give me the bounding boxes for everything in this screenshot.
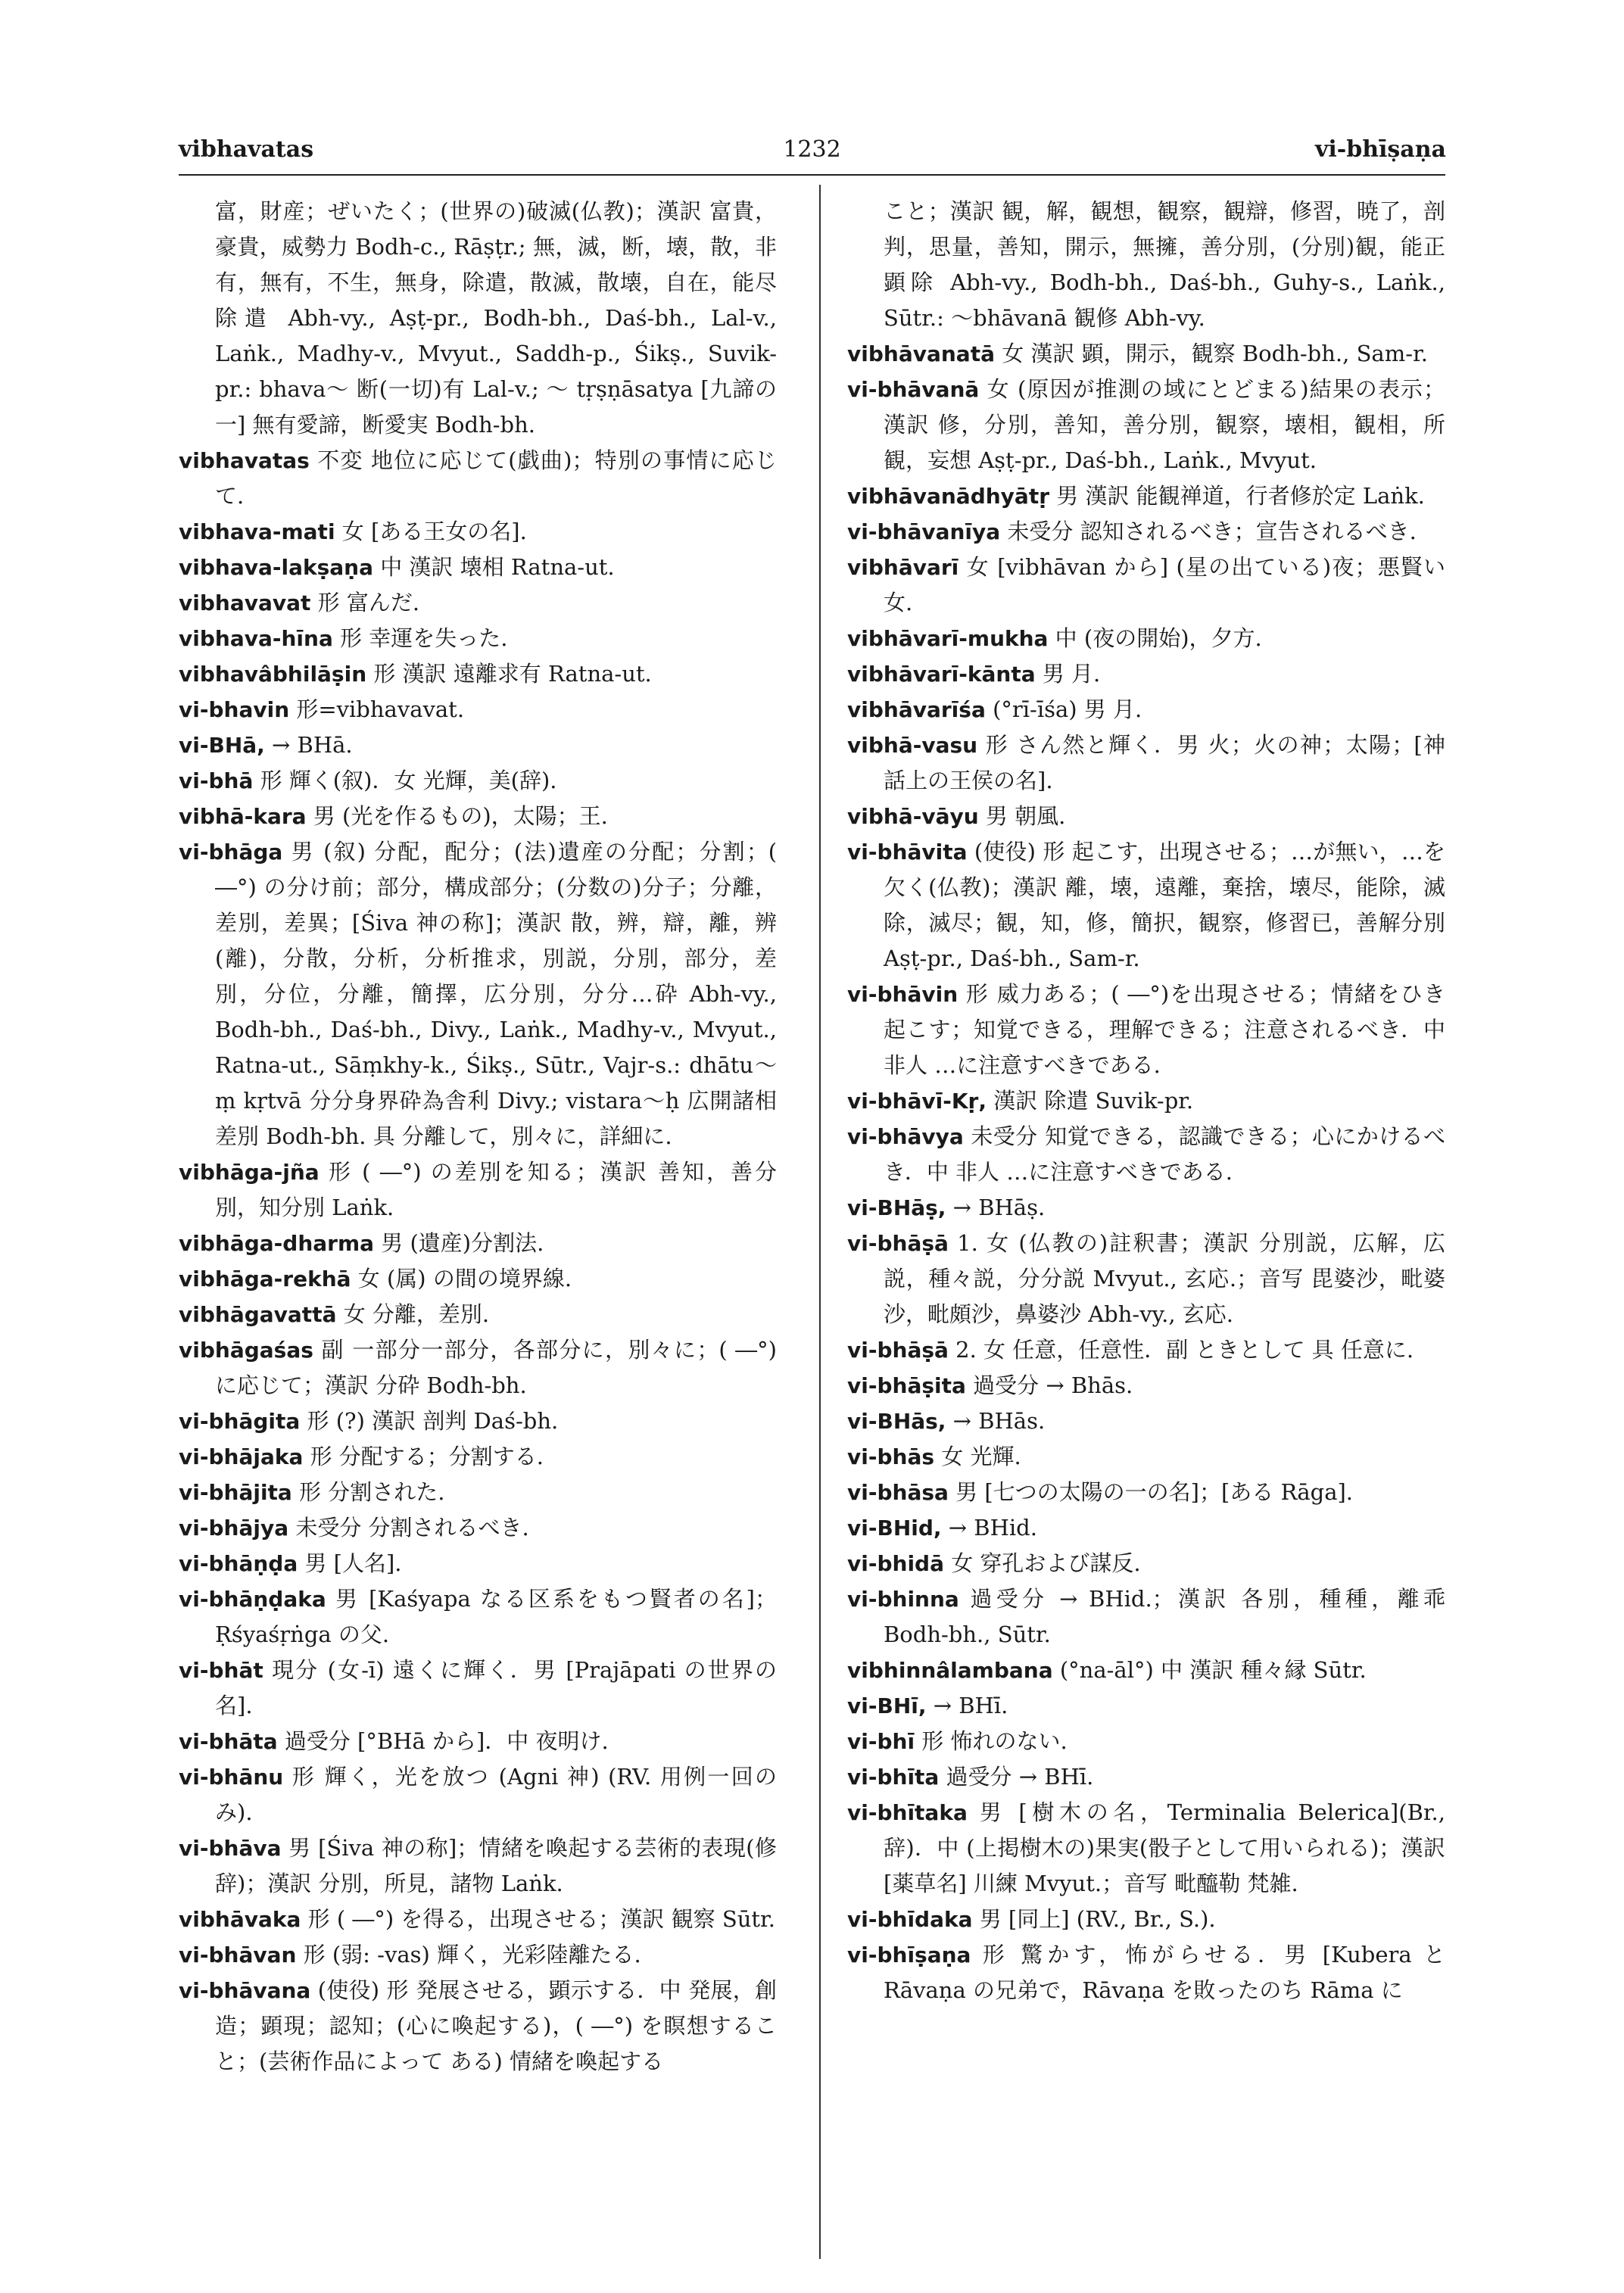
entry-definition: → BHid. xyxy=(948,1515,1037,1541)
dictionary-entry xyxy=(847,1688,1445,1724)
entry-headword: vibhāvarī-kānta xyxy=(847,662,1036,687)
dictionary-entry xyxy=(179,1475,777,1510)
entry-definition: 過受分 → Bhās. xyxy=(973,1372,1133,1398)
dictionary-entry xyxy=(179,727,777,763)
entry-definition: 形 漢訳 遠離求有 Ratna-ut. xyxy=(373,661,652,687)
right-column xyxy=(847,194,1445,2008)
entry-headword: vi-bhāṣā xyxy=(847,1338,949,1363)
entry-definition: 中 (夜の開始)，夕方. xyxy=(1055,625,1262,651)
entry-headword: vi-bhāvanā xyxy=(847,377,980,402)
entry-definition: 未受分 分割されるべき. xyxy=(295,1515,529,1541)
entry-headword: vibhāga-jña xyxy=(179,1160,320,1185)
dictionary-entry xyxy=(179,1297,777,1332)
dictionary-entry xyxy=(847,1759,1445,1795)
entry-definition: (°rī-īśa) 男 月. xyxy=(993,696,1142,722)
dictionary-entry xyxy=(179,1226,777,1261)
entry-definition: → BHāṣ. xyxy=(952,1195,1046,1220)
entry-definition: 形=vibhavavat. xyxy=(296,696,465,722)
entry-definition: 2. 女 任意，任意性．副 ときとして 具 任意に. xyxy=(955,1337,1414,1363)
entry-definition: 形 富んだ. xyxy=(317,590,420,615)
entry-definition: 男 [人名]. xyxy=(304,1550,402,1576)
running-head-left: vibhavatas xyxy=(179,136,314,163)
dictionary-entry xyxy=(179,550,777,585)
entry-headword: vi-bhājaka xyxy=(179,1444,304,1469)
entry-headword: vibhāvarīśa xyxy=(847,697,986,722)
entry-definition: 男 [同上] (RV., Br., S.). xyxy=(979,1906,1216,1932)
dictionary-entry xyxy=(847,977,1445,1083)
entry-definition: 女 [ある王女の名]. xyxy=(341,519,527,544)
dictionary-entry xyxy=(179,1724,777,1759)
entry-definition: → BHā. xyxy=(272,732,353,758)
entry-headword: vi-bhāva xyxy=(179,1836,282,1861)
entry-headword: vi-bhīta xyxy=(847,1765,940,1790)
entry-definition: 形 輝く(叙)．女 光輝，美(辞). xyxy=(260,768,557,793)
entry-headword: vibhāgavattā xyxy=(179,1302,337,1327)
entry-headword: vibhā-vāyu xyxy=(847,804,979,829)
entry-headword: vi-bhājita xyxy=(179,1480,292,1505)
entry-headword: vi-bhāvin xyxy=(847,982,959,1007)
entry-headword: vi-bhāt xyxy=(179,1658,263,1683)
entry-definition: 女 (属) の間の境界線. xyxy=(357,1266,572,1291)
column-divider xyxy=(819,185,821,2259)
entry-headword: vi-bhā xyxy=(179,768,254,793)
dictionary-entry xyxy=(179,1510,777,1546)
entry-definition: 形 幸運を失った. xyxy=(340,625,508,651)
entry-definition: 男 (遺産)分割法. xyxy=(381,1230,544,1256)
entry-headword: vibhāga-rekhā xyxy=(179,1266,351,1291)
dictionary-entry xyxy=(179,763,777,799)
entry-headword: vi-bhāvita xyxy=(847,840,968,865)
dictionary-entry xyxy=(847,1119,1445,1190)
entry-headword: vi-bhāsa xyxy=(847,1480,949,1505)
entry-headword: vi-bhāṇḍaka xyxy=(179,1587,326,1612)
dictionary-entry xyxy=(179,656,777,692)
dictionary-entry xyxy=(847,1581,1445,1653)
dictionary-entry xyxy=(179,514,777,550)
entry-headword: vibhāvarī xyxy=(847,555,959,580)
dictionary-entry xyxy=(179,1902,777,1937)
entry-definition: 未受分 知覚できる，認識できる；心にかけるべき．中 非人 …に注意すべきである. xyxy=(884,1123,1445,1185)
dictionary-entry xyxy=(847,1083,1445,1119)
entry-definition: 形 驚かす，怖がらせる．男 [Kubera と Rāvaṇa の兄弟で，Rāvaṇa を敗ったのち Rāma に xyxy=(884,1942,1445,2003)
entry-headword: vibhāvarī-mukha xyxy=(847,626,1049,651)
dictionary-entry xyxy=(847,692,1445,727)
dictionary-entry xyxy=(847,1724,1445,1759)
dictionary-entry xyxy=(847,1795,1445,1902)
page-number: 1232 xyxy=(783,136,841,163)
entry-headword: vi-bhānu xyxy=(179,1765,284,1790)
dictionary-entry xyxy=(179,194,777,443)
dictionary-entry xyxy=(847,1475,1445,1510)
dictionary-entry xyxy=(179,1759,777,1830)
entry-headword: vibhava-hīna xyxy=(179,626,333,651)
dictionary-entry xyxy=(847,1439,1445,1475)
dictionary-entry xyxy=(847,478,1445,514)
entry-definition: 形 分配する；分割する. xyxy=(310,1444,544,1469)
dictionary-entry xyxy=(179,834,777,1154)
entry-headword: vibhāvanādhyātṛ xyxy=(847,484,1050,509)
entry-definition: (使役) 形 起こす，出現させる；…が無い，…を欠く(仏教)；漢訳 離，壊，遠離，棄捨，壊尽，能除，滅除，滅尽；観，知，修，簡択，観察，修習已，善解分別 Aṣṭ-pr., Daś-bh., Sam-r. xyxy=(884,839,1446,971)
dictionary-entry xyxy=(847,550,1445,621)
entry-definition: 形 (?) 漢訳 剖判 Daś-bh. xyxy=(307,1408,559,1434)
entry-definition: 形 怖れのない. xyxy=(921,1728,1068,1754)
entry-headword: vi-bhīṣaṇa xyxy=(847,1943,971,1967)
entry-definition: 過受分 → BHī. xyxy=(946,1764,1094,1790)
dictionary-entry xyxy=(847,1937,1445,2008)
entry-headword: vi-bhāga xyxy=(179,840,283,865)
entry-definition: 1. 女 (仏教の)註釈書；漢訳 分別説，広解，広説，種々説，分分説 Mvyut., 玄応.；音写 毘婆沙，毗婆沙，毗頗沙，鼻婆沙 Abh-vy., 玄応. xyxy=(884,1230,1446,1327)
dictionary-entry xyxy=(179,1154,777,1226)
entry-definition: 男 [樹木の名，Terminalia Belerica](Br., 辞)．中 (上掲樹木の)果実(骰子として用いられる)；漢訳 [薬草名] 川練 Mvyut.；音写 毗醯勒 梵雑. xyxy=(884,1799,1445,1896)
dictionary-entry xyxy=(847,727,1445,799)
entry-definition: 男 [七つの太陽の一の名]；[ある Rāga]. xyxy=(955,1479,1354,1505)
dictionary-entry xyxy=(847,1190,1445,1226)
dictionary-entry xyxy=(847,1226,1445,1332)
entry-headword: vibhavavat xyxy=(179,590,311,615)
dictionary-entry xyxy=(847,621,1445,656)
entry-definition: 女 [vibhāvan から] (星の出ている)夜；悪賢い女. xyxy=(884,554,1446,615)
entry-definition: 中 漢訳 壊相 Ratna-ut. xyxy=(380,554,615,580)
entry-definition: 形 ( ―°) を得る，出現させる；漢訳 観察 Sūtr. xyxy=(307,1906,775,1932)
entry-definition: 男 (叙) 分配，配分；(法)遺産の分配；分割；( ―°) の分け前；部分，構成部分；(分数の)分子；分離，差別，差異；[Śiva 神の称]；漢訳 散，辨，辯，離，辨(離)，分散，分析，分析推求，別説，分別，部分，差別，分位，分離，簡擇，広分別，分分…砕 Abh-vy., Bodh-bh., Daś-bh., Divy., Laṅk., Madhy-v., Mvyut., Ratna-ut., Sāṃkhy-k., Śikṣ., Sūtr., Vajr-s.: dhātu～ṃ kṛtvā 分分身界砕為舎利 Divy.; vistara～ḥ 広開諸相差別 Bodh-bh. 具 分離して，別々に，詳細に. xyxy=(215,839,778,1149)
entry-definition: 過受分 → BHid.；漢訳 各別，種種，離乖 Bodh-bh., Sūtr. xyxy=(884,1586,1445,1647)
entry-headword: vi-bhāṣita xyxy=(847,1373,966,1398)
entry-headword: vibhā-kara xyxy=(179,804,307,829)
entry-headword: vi-BHā, xyxy=(179,733,265,758)
entry-definition: こと；漢訳 観，解，観想，観察，観辯，修習，暁了，剖判，思量，善知，開示，無擁，善分別，(分別)観，能正顕除 Abh-vy., Bodh-bh., Daś-bh., Guhy-s., Laṅk., Sūtr.: ～bhāvanā 観修 Abh-vy. xyxy=(884,198,1445,331)
entry-headword: vi-bhāvana xyxy=(179,1978,311,2003)
dictionary-entry xyxy=(847,799,1445,834)
dictionary-entry xyxy=(847,194,1445,336)
entry-definition: → BHī. xyxy=(933,1693,1008,1718)
dictionary-entry xyxy=(179,1332,777,1404)
dictionary-entry xyxy=(179,799,777,834)
entry-headword: vi-bhāgita xyxy=(179,1409,301,1434)
dictionary-entry xyxy=(847,372,1445,478)
entry-definition: 女 穿孔および謀反. xyxy=(951,1550,1141,1576)
entry-headword: vi-BHāṣ, xyxy=(847,1195,946,1220)
entry-definition: 形 分割された. xyxy=(299,1479,445,1505)
entry-definition: 男 朝風. xyxy=(985,803,1066,829)
running-head-right: vi-bhīṣaṇa xyxy=(1314,136,1446,163)
dictionary-entry xyxy=(179,621,777,656)
entry-headword: vibhā-vasu xyxy=(847,733,978,758)
entry-headword: vibhāvanatā xyxy=(847,341,995,366)
entry-headword: vibhavâbhilāṣin xyxy=(179,662,367,687)
entry-definition: 女 光輝. xyxy=(941,1444,1021,1469)
entry-headword: vi-bhāṇḍa xyxy=(179,1551,298,1576)
entry-headword: vi-bhinna xyxy=(847,1587,959,1612)
entry-definition: 過受分 [°BHā から]．中 夜明け. xyxy=(284,1728,609,1754)
entry-headword: vi-bhāvī-Kṛ, xyxy=(847,1089,987,1114)
entry-definition: 男 [Kaśyapa なる区系をもつ賢者の名]；Ṛśyaśṛṅga の父. xyxy=(215,1586,778,1647)
entry-headword: vibhāvaka xyxy=(179,1907,301,1932)
dictionary-entry xyxy=(847,1368,1445,1404)
entry-definition: 形 威力ある；( ―°)を出現させる；情緒をひき起こす；知覚できる，理解できる；注意されるべき．中 非人 …に注意すべきである. xyxy=(884,981,1445,1078)
entry-headword: vi-BHās, xyxy=(847,1409,946,1434)
dictionary-entry xyxy=(847,1653,1445,1688)
entry-headword: vibhava-mati xyxy=(179,519,335,544)
entry-definition: 形 ( ―°) の差別を知る；漢訳 善知，善分別，知分別 Laṅk. xyxy=(215,1159,777,1220)
entry-definition: 男 月. xyxy=(1042,661,1101,687)
entry-definition: 女 (原因が推測の域にとどまる)結果の表示；漢訳 修，分別，善知，善分別，観察，壊相，観相，所観，妄想 Aṣṭ-pr., Daś-bh., Laṅk., Mvyut. xyxy=(884,376,1445,473)
dictionary-entry xyxy=(179,692,777,727)
dictionary-entry xyxy=(847,1546,1445,1581)
dictionary-entry xyxy=(179,1830,777,1902)
entry-headword: vi-bhāṣā xyxy=(847,1231,949,1256)
dictionary-entry xyxy=(847,336,1445,372)
entry-definition: 形 さん然と輝く．男 火；火の神；太陽；[神話上の王侯の名]. xyxy=(884,732,1446,793)
entry-headword: vi-bhavin xyxy=(179,697,290,722)
dictionary-entry xyxy=(847,656,1445,692)
dictionary-entry xyxy=(179,1937,777,1973)
entry-definition: 形 輝く，光を放つ (Agni 神) (RV. 用例一回のみ). xyxy=(215,1764,778,1825)
entry-definition: 男 漢訳 能観禅道，行者修於定 Laṅk. xyxy=(1056,483,1425,509)
entry-headword: vibhavatas xyxy=(179,448,310,473)
entry-definition: 富，財産；ぜいたく；(世界の)破滅(仏教)；漢訳 富貴，豪貴，威勢力 Bodh-c., Rāṣṭr.; 無，滅，断，壊，散，非有，無有，不生，無身，除遣，散滅，散壊，自在，能尽除遣 Abh-vy., Aṣṭ-pr., Bodh-bh., Daś-bh., Lal-v., Laṅk., Madhy-v., Mvyut., Saddh-p., Śikṣ., Suvik-pr.: bhava～ 断(一切)有 Lal-v.; ～ tṛṣṇāsatya [九諦の一] 無有愛諦，断愛実 Bodh-bh. xyxy=(215,198,777,438)
entry-definition: 女 漢訳 顕，開示，観察 Bodh-bh., Sam-r. xyxy=(1002,341,1428,366)
entry-headword: vi-bhidā xyxy=(847,1551,944,1576)
dictionary-entry xyxy=(179,1653,777,1724)
entry-definition: 漢訳 除遣 Suvik-pr. xyxy=(993,1088,1194,1114)
entry-headword: vi-BHid, xyxy=(847,1516,942,1541)
entry-definition: (使役) 形 発展させる，顕示する．中 発展，創造；顕現；認知；(心に喚起する)，( ―°) を瞑想すること；(芸術作品によって ある) 情緒を喚起する xyxy=(215,1977,777,2074)
left-column xyxy=(179,194,777,2080)
dictionary-entry xyxy=(179,585,777,621)
entry-definition: (°na-āl°) 中 漢訳 種々縁 Sūtr. xyxy=(1059,1657,1367,1683)
entry-definition: 現分 (女-ī) 遠くに輝く．男 [Prajāpati の世界の名]. xyxy=(215,1657,777,1718)
entry-definition: 男 (光を作るもの)，太陽；王. xyxy=(313,803,608,829)
entry-headword: vi-bhās xyxy=(847,1444,935,1469)
entry-definition: 女 分離，差別. xyxy=(343,1301,490,1327)
entry-definition: 副 一部分一部分，各部分に，別々に；( ―°) に応じて；漢訳 分砕 Bodh-bh. xyxy=(215,1337,777,1398)
entry-definition: → BHās. xyxy=(952,1408,1046,1434)
dictionary-entry xyxy=(179,1439,777,1475)
entry-headword: vi-bhājya xyxy=(179,1516,289,1541)
entry-headword: vibhāga-dharma xyxy=(179,1231,375,1256)
entry-headword: vi-bhāvanīya xyxy=(847,519,1001,544)
entry-headword: vi-bhīdaka xyxy=(847,1907,973,1932)
dictionary-entry xyxy=(179,1581,777,1653)
entry-definition: 男 [Śiva 神の称]；情緒を喚起する芸術的表現(修辞)；漢訳 分別，所見，諸物 Laṅk. xyxy=(215,1835,777,1896)
dictionary-entry xyxy=(179,1973,777,2080)
entry-headword: vi-BHī, xyxy=(847,1693,927,1718)
dictionary-entry xyxy=(847,1902,1445,1937)
entry-definition: 不変 地位に応じて(戯曲)；特別の事情に応じて. xyxy=(215,447,777,509)
dictionary-entry xyxy=(847,834,1445,977)
dictionary-entry xyxy=(847,514,1445,550)
header-rule xyxy=(179,174,1445,176)
dictionary-entry xyxy=(179,1546,777,1581)
entry-definition: 未受分 認知されるべき；宣告されるべき. xyxy=(1007,519,1417,544)
dictionary-entry xyxy=(847,1404,1445,1439)
entry-headword: vibhinnâlambana xyxy=(847,1658,1053,1683)
entry-headword: vibhava-lakṣaṇa xyxy=(179,555,373,580)
dictionary-entry xyxy=(179,1261,777,1297)
entry-headword: vi-bhāvya xyxy=(847,1124,964,1149)
dictionary-entry xyxy=(847,1510,1445,1546)
entry-headword: vi-bhī xyxy=(847,1729,915,1754)
entry-definition: 形 (弱: -vas) 輝く，光彩陸離たる. xyxy=(303,1942,641,1967)
dictionary-entry xyxy=(179,1404,777,1439)
entry-headword: vibhāgaśas xyxy=(179,1338,313,1363)
dictionary-entry xyxy=(179,443,777,514)
entry-headword: vi-bhītaka xyxy=(847,1800,968,1825)
entry-headword: vi-bhāvan xyxy=(179,1943,297,1967)
entry-headword: vi-bhāta xyxy=(179,1729,278,1754)
dictionary-entry xyxy=(847,1332,1445,1368)
